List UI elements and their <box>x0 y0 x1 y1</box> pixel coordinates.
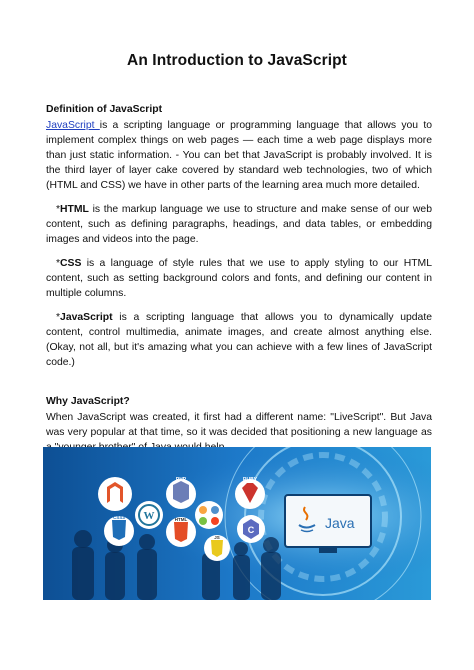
javascript-paragraph: *JavaScript is a scripting language that allows you to dynamically update content, control multimedia, animate images, and create almost anything else. (Okay, not all, but it's amazing what you can achieve with a few lines of JavaScript code.) <box>46 312 432 368</box>
joomla-icon <box>195 501 223 529</box>
javascript-link[interactable]: JavaScript <box>46 120 100 131</box>
html-term: HTML <box>60 204 89 215</box>
java-label: Java <box>325 515 355 531</box>
banner-illustration <box>43 447 431 600</box>
svg-text:W: W <box>143 510 155 522</box>
css3-label: CSS3 <box>113 515 125 520</box>
java-icon <box>285 495 371 553</box>
page-title: An Introduction to JavaScript <box>127 52 347 69</box>
wordpress-icon <box>135 501 163 529</box>
c-icon <box>237 515 265 543</box>
why-heading: Why JavaScript? <box>46 396 130 407</box>
css-term: CSS <box>60 258 82 269</box>
html-paragraph: *HTML is the markup language we use to structure and make sense of our web content, such as defining paragraphs, headings, and data tables, or embedding images and videos into the page. <box>46 204 432 245</box>
document-body <box>46 102 432 476</box>
html-text: is the markup language we use to structure and make sense of our web content, such as defining paragraphs, headings, and data tables, or embedding images and videos into the page. <box>46 204 432 245</box>
definition-text: is a scripting language or programming language that allows you to implement complex things on web pages — each time a web page displays more than just static information. - You can bet that JavaScript is probably involved. It is the third layer of layer cake covered by standard web technologies, two of which (HTML and CSS) we have in other parts of the learning area much more detailed. <box>46 120 432 191</box>
svg-text:C: C <box>247 525 255 535</box>
definition-heading: Definition of JavaScript <box>46 104 163 115</box>
technology-banner-image <box>43 447 431 600</box>
javascript-text: is a scripting language that allows you to dynamically update content, control multimedia, animate images, and create almost anything else. (Okay, not all, but it's amazing what you can achieve with a few lines of JavaScript code.) <box>46 312 432 368</box>
php-label: PHP <box>175 477 187 483</box>
html-label: HTML <box>174 517 188 522</box>
html5-icon <box>166 517 196 547</box>
why-paragraph-1: When JavaScript was created, it first had a different name: "LiveScript". But Java was very popular at that time, so it was decided that positioning a new language as <box>46 412 432 438</box>
definition-paragraph <box>46 118 432 193</box>
css-paragraph: *CSS is a language of style rules that we use to apply styling to our HTML content, such as setting background colors and fonts, and defining our content in multiple columns. <box>46 258 432 299</box>
ruby-label: RUBY <box>242 477 258 483</box>
js-icon <box>204 535 230 561</box>
js-label: JS <box>214 535 220 540</box>
javascript-term: JavaScript <box>60 312 113 323</box>
magento-icon <box>98 477 132 511</box>
css-text: is a language of style rules that we use to apply styling to our HTML content, such as setting background colors and fonts, and defining our content in multiple columns. <box>46 258 432 299</box>
